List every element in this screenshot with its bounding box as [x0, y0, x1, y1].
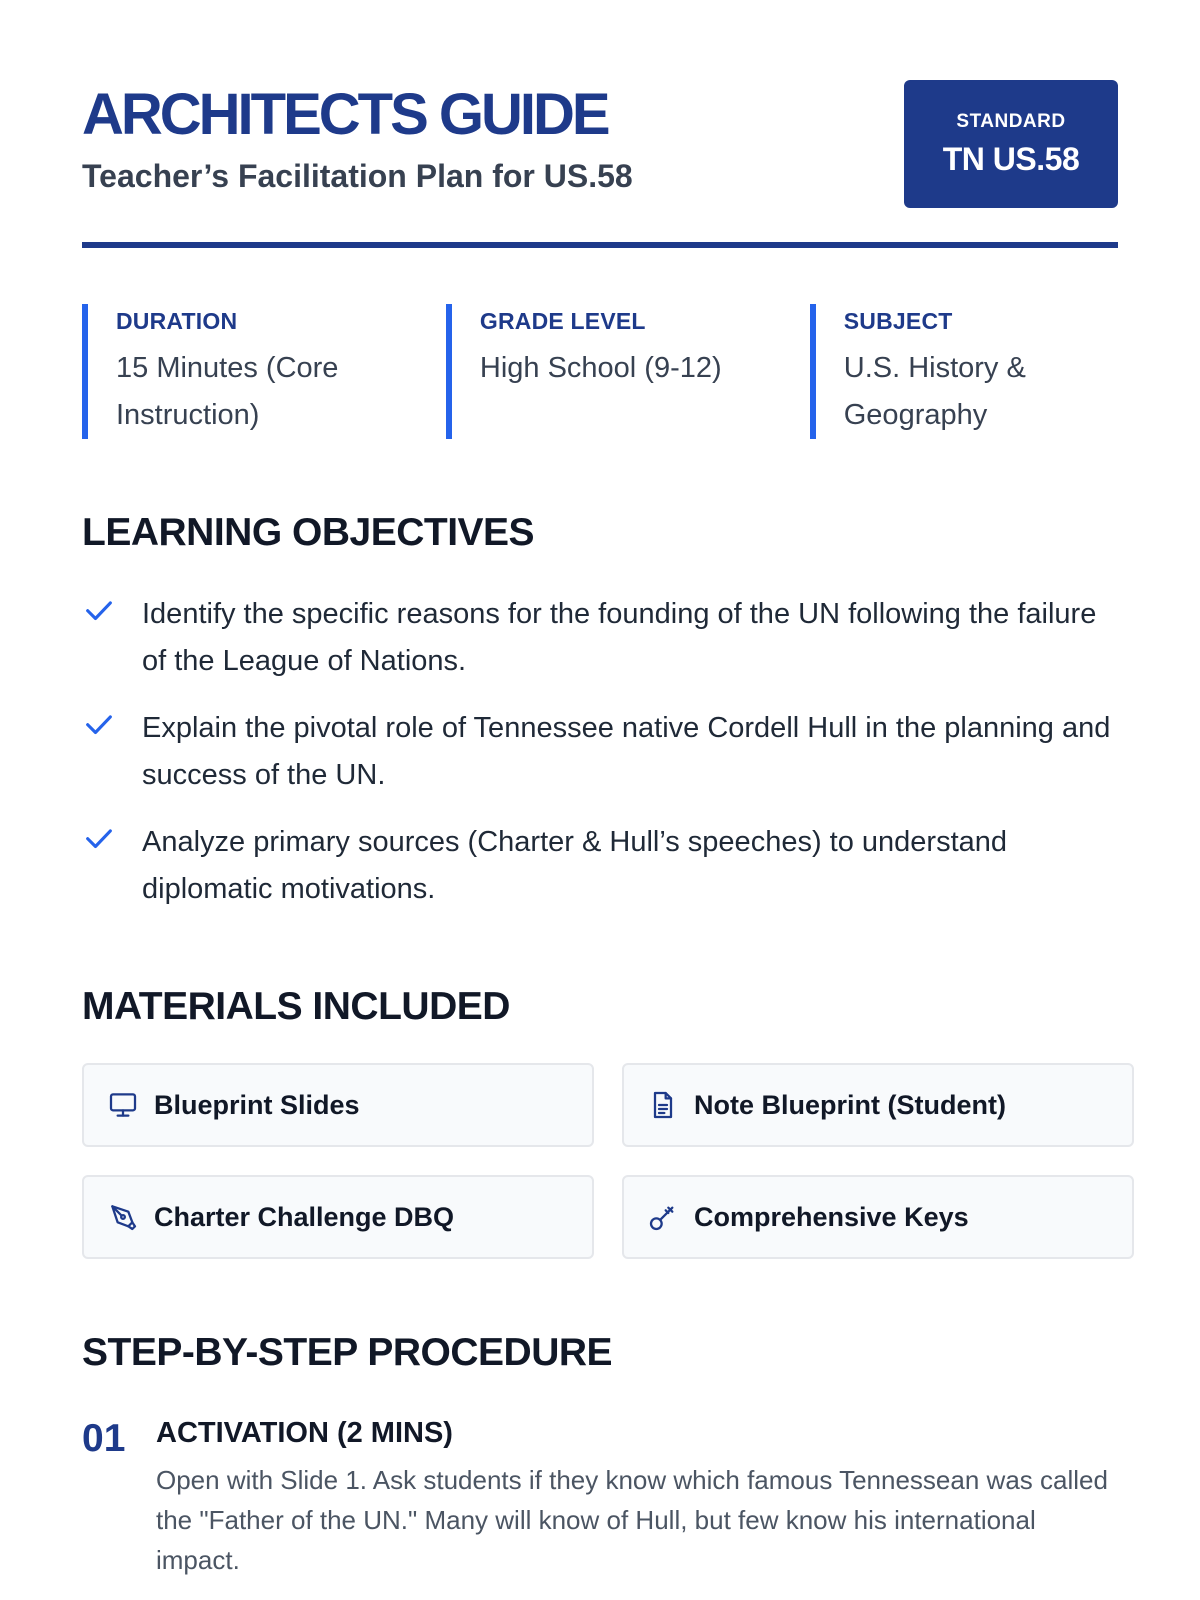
materials-heading: MATERIALS INCLUDED — [82, 985, 510, 1028]
meta-value: 15 Minutes (Core Instruction) — [116, 352, 339, 431]
title-block — [82, 80, 633, 195]
pen-tool-icon — [106, 1200, 140, 1234]
meta-label: DURATION — [116, 308, 238, 334]
list-item — [82, 705, 1118, 799]
meta-duration — [82, 304, 446, 439]
meta-label: GRADE LEVEL — [479, 308, 646, 334]
material-card-comprehensive-keys[interactable] — [622, 1175, 1134, 1259]
checkmark-icon — [82, 821, 122, 860]
checkmark-icon — [82, 707, 122, 746]
step-content — [156, 1415, 1118, 1580]
meta-value: High School (9-12) — [479, 352, 722, 384]
material-card-charter-challenge[interactable] — [82, 1175, 594, 1259]
monitor-icon — [106, 1088, 140, 1122]
objective-text: Identify the specific reasons for the founding of the UN following the failure of the League of Nations. — [142, 598, 1097, 677]
step-title: ACTIVATION (2 MINS) — [156, 1417, 453, 1449]
key-icon — [646, 1200, 680, 1234]
material-label: Charter Challenge DBQ — [154, 1201, 455, 1232]
list-item — [82, 591, 1118, 685]
material-label: Note Blueprint (Student) — [694, 1089, 1006, 1120]
objectives-list — [82, 591, 1118, 913]
document-icon — [646, 1088, 680, 1122]
objective-text: Analyze primary sources (Charter & Hull’s speeches) to understand diplomatic motivations. — [142, 826, 1008, 905]
objective-text: Explain the pivotal role of Tennessee native Cordell Hull in the planning and success of the UN. — [142, 712, 1111, 791]
standard-badge-value: TN US.58 — [942, 140, 1080, 177]
header — [82, 80, 1118, 248]
standard-badge — [904, 80, 1118, 208]
meta-value: U.S. History & Geography — [843, 352, 1026, 431]
list-item — [82, 819, 1118, 913]
checkmark-icon — [82, 593, 122, 632]
step-number: 01 — [82, 1417, 126, 1460]
material-card-blueprint-slides[interactable] — [82, 1063, 594, 1147]
material-card-note-blueprint[interactable] — [622, 1063, 1134, 1147]
material-label: Comprehensive Keys — [694, 1201, 969, 1232]
meta-grade-level — [446, 304, 810, 439]
page-subtitle: Teacher’s Facilitation Plan for US.58 — [82, 158, 633, 194]
lesson-meta — [82, 304, 1118, 439]
meta-label: SUBJECT — [843, 308, 953, 334]
materials-grid — [82, 1063, 1118, 1259]
procedure-heading: STEP-BY-STEP PROCEDURE — [82, 1331, 613, 1374]
procedure-step — [82, 1415, 1118, 1580]
meta-subject — [810, 304, 1118, 439]
standard-badge-label: STANDARD — [956, 110, 1066, 132]
step-description: Open with Slide 1. Ask students if they know which famous Tennessean was called the "Father of the UN." Many will know of Hull, but few know his international impact. — [156, 1465, 1108, 1575]
page-title: ARCHITECTS GUIDE — [82, 82, 608, 147]
material-label: Blueprint Slides — [154, 1089, 360, 1120]
objectives-heading: LEARNING OBJECTIVES — [82, 511, 535, 554]
